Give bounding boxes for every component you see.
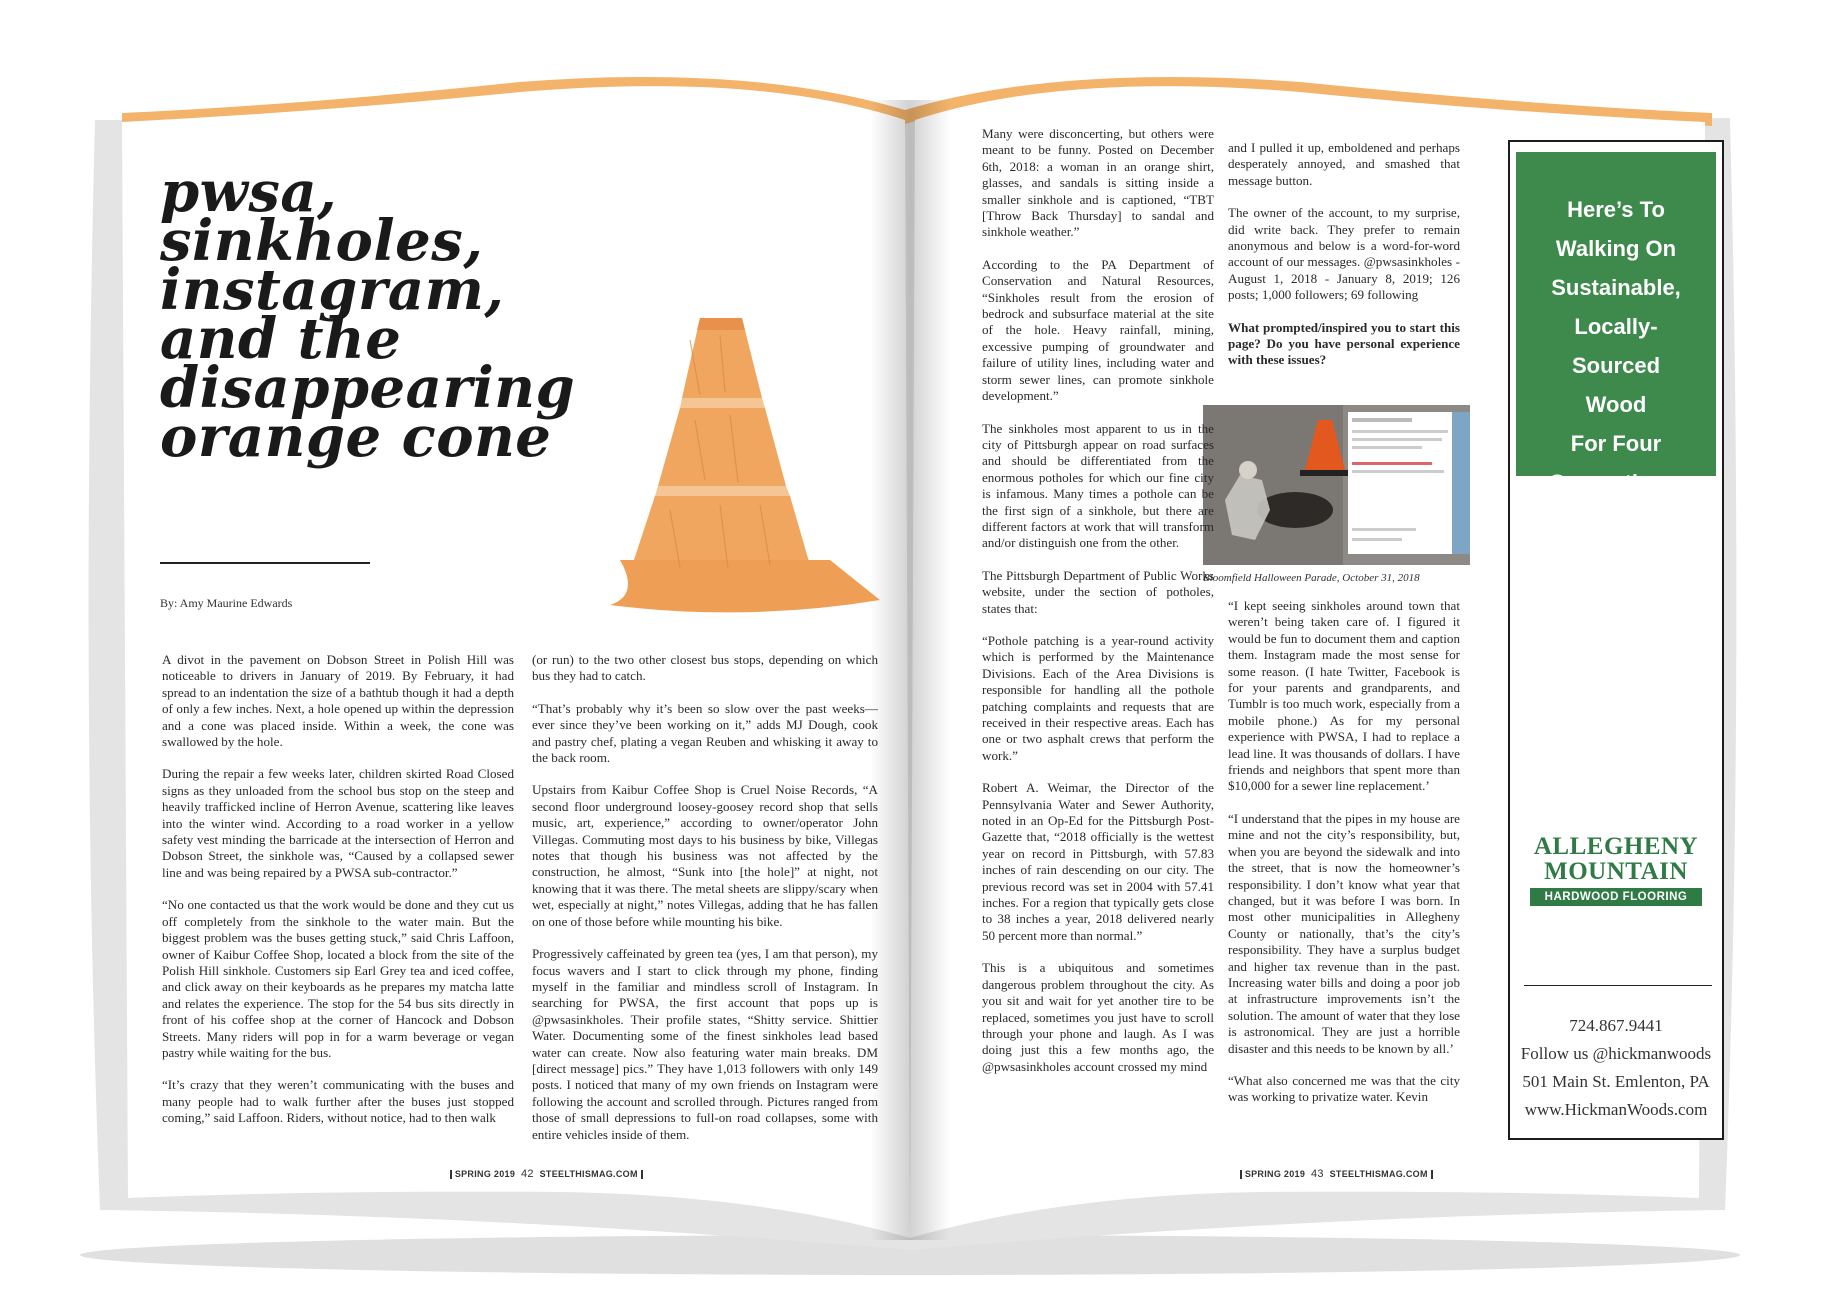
ad-headline-line: Here’s To — [1567, 197, 1665, 222]
article-column-1 — [162, 652, 514, 1143]
ad-headline-line: For Four — [1570, 431, 1662, 456]
paragraph: Progressively caffeinated by green tea (yes, I am that person), my focus wavers and I start to click through my phone, finding myself in the familiar and mindless scroll of Instagram. In searching for PWSA, the first account that pops up is @pwsasinkholes. Their profile states, “Shitty service. Shittier Water. Documenting some of the finest sinkholes lead based water can create. Now also featuring water main breaks. DM [direct message] pics.” They have 1,013 followers with only 149 posts. I noticed that many of my own friends on Instagram were following the account and scrolled through. Pictures ranged from those of small depressions to full-on road collapses, some with entire vehicles inside of them. — [532, 946, 878, 1142]
ad-website: www.HickmanWoods.com — [1524, 1100, 1708, 1119]
ad-address: 501 Main St. Emlenton, PA — [1522, 1072, 1710, 1091]
logo-name-line: ALLEGHENY — [1533, 833, 1699, 860]
article-column-2 — [532, 652, 878, 1159]
paragraph: “That’s probably why it’s been so slow over the past weeks—ever since they’ve been working on it,” adds MJ Dough, cook and pastry chef, plating a vegan Reuben and whisking it away to the back room. — [532, 700, 878, 766]
folio-site: STEELTHISMAG.COM — [539, 1169, 638, 1179]
byline: By: Amy Maurine Edwards — [160, 596, 293, 610]
title-line: disappearing — [160, 355, 576, 421]
paragraph: The Pittsburgh Department of Public Works website, under the section of potholes, states that: — [982, 567, 1214, 616]
paragraph: “I understand that the pipes in my house are mine and not the city’s responsibility, but, when you are beyond the sidewalk and into the street, that is now the homeowner’s responsibility. I don’t know what year that changed, but it was before I was born. In most other municipalities in Allegheny County or nationally, that’s the city’s responsibility. They have a surplus budget and higher tax revenue than in the past. Increasing water bills and doing a poor job at infrastructure improvements isn’t the solution. The amount of water that they lose is astronomical. They are just a horrible disaster and this needs to be known by all.’ — [1228, 810, 1460, 1056]
title-divider — [160, 562, 370, 564]
page-number: 42 — [520, 1168, 534, 1180]
advertisement — [1508, 140, 1724, 1140]
ad-contact-info — [1510, 1012, 1722, 1124]
folio-season: SPRING 2019 — [1244, 1169, 1306, 1179]
paragraph: “Pothole patching is a year-round activity which is performed by the Maintenance Divisions. Each of the Area Divisions is responsible for handling all the pothole patching complaints and requests that are received in their respective areas. Each has one or two asphalt crews that perform the work.” — [982, 632, 1214, 763]
paragraph: This is a ubiquitous and sometimes dangerous problem throughout the city. As you sit and wait for yet another tire to be replaced, sometimes you just have to scroll through your phone and laugh. As I was doing just this a few months ago, the @pwsasinkholes account crossed my mind — [982, 960, 1214, 1074]
title-line: orange cone — [160, 404, 552, 470]
folio-site: STEELTHISMAG.COM — [1329, 1169, 1428, 1179]
paragraph: “What also concerned me was that the city was working to privatize water. Kevin — [1228, 1072, 1460, 1105]
paragraph: “It’s crazy that they weren’t communicating with the buses and many people had to walk further after the buses just stopped coming,” said Laffoon. Riders, without notice, had to then walk — [162, 1077, 514, 1126]
page-folio-left — [450, 1168, 643, 1180]
title-line: pwsa, — [160, 159, 338, 225]
article-column-4-top — [1228, 140, 1460, 385]
paragraph: During the repair a few weeks later, children skirted Road Closed signs as they unloaded from the school bus stop on the steep and heavily trafficked incline of Herron Avenue, scattering like leaves into the winter wind. According to a road worker in a yellow safety vest minding the barricade at the intersection of Herron and Dobson Street, the sinkhole was, “Caused by a collapsed sewer line and was being repaired by a PWSA sub-contractor.” — [162, 766, 514, 880]
ad-headline-line: Walking On — [1555, 236, 1677, 261]
interview-question: What prompted/inspired you to start this page? Do you have personal experience with these issues? — [1228, 319, 1460, 368]
ad-headline-line: Wood — [1585, 392, 1647, 417]
ad-headline-panel — [1516, 152, 1716, 495]
folio-mark — [1240, 1170, 1242, 1179]
paragraph: A divot in the pavement on Dobson Street in Polish Hill was noticeable to drivers in January of 2019. By February, it had spread to an indentation the size of a bathtub though it had a depth of only a few inches. Next, a hole opened up within the depression and a cone was placed inside. Within a week, the cone was swallowed by the hole. — [162, 652, 514, 750]
ad-headline-line: Generations. — [1548, 470, 1684, 495]
ad-headline-line: Locally- — [1574, 314, 1658, 339]
instagram-screenshot-photo — [1203, 405, 1470, 565]
title-line: sinkholes, — [160, 208, 484, 274]
article-column-3 — [982, 126, 1214, 1091]
page-folio-right — [1240, 1168, 1433, 1180]
paragraph: The owner of the account, to my surprise, did write back. They prefer to remain anonymous and below is a word-for-word account of our messages. @pwsasinkholes - August 1, 2018 - January 8, 2019; 126 posts; 1,000 followers; 69 following — [1228, 205, 1460, 303]
ad-headline-line: Sustainable, — [1551, 275, 1681, 300]
ad-headline-line: Sourced — [1571, 353, 1661, 378]
paragraph: Upstairs from Kaibur Coffee Shop is Cruel Noise Records, “A second floor underground loosey-goosey record shop that sells music, art, experience,” according to owner/operator John Villegas. Commuting most days to his business by bike, Villegas notes that though his business was not affected by the construction, he almost, “Sunk into [the hole]” at night, not knowing that it was there. The metal sheets are slippy/scary when wet, especially at night,” notes Villegas, adding that he has fallen on one of those before while mounting his bike. — [532, 782, 878, 929]
ad-phone: 724.867.9441 — [1569, 1016, 1663, 1035]
paragraph: Many were disconcerting, but others were meant to be funny. Posted on December 6th, 2018: a woman in an orange shirt, glasses, and sandals is sitting inside a smaller sinkhole and is captioned, “TBT [Throw Back Thursday] to sandal and sinkhole weather.” — [982, 126, 1214, 240]
paragraph: According to the PA Department of Conservation and Natural Resources, “Sinkholes result from the erosion of bedrock and subsurface material at the site of the hole. Heavy rainfall, mining, excessive pumping of groundwater and failure of utility lines, including water and storm sewer lines, can promote sinkhole development.” — [982, 256, 1214, 404]
folio-season: SPRING 2019 — [454, 1169, 516, 1179]
folio-mark — [450, 1170, 452, 1179]
folio-mark — [1431, 1170, 1433, 1179]
photo-caption: Bloomfield Halloween Parade, October 31, 2018 — [1203, 572, 1420, 584]
page-number: 43 — [1310, 1168, 1324, 1180]
brand-logo — [1520, 834, 1712, 906]
paragraph: “No one contacted us that the work would be done and they cut us off completely from the sinkhole to the water main. But the biggest problem was the buses getting stuck,” said Chris Laffoon, owner of Kaibur Coffee Shop, located a block from the site of the Polish Hill sinkhole. Customers sip Earl Grey tea and iced coffee, and click away on their keyboards as he prepares my matcha latte and relates the experience. The stop for the 54 bus sits directly in front of his coffee shop at the corner of Hancock and Dobson Streets. Many riders will pop in for a warm beverage or vegan pastry while waiting for the bus. — [162, 897, 514, 1060]
folio-mark — [641, 1170, 643, 1179]
paragraph: “I kept seeing sinkholes around town that weren’t being taken care of. I figured it would be fun to document them and caption them. Instagram made the most sense for some reason. (I hate Twitter, Facebook is for your parents and grandparents, and Tumblr is too much work, especially from a mobile phone.) As for my personal experience with PWSA, I had to replace a lead line. It was thousands of dollars. I have friends and neighbors that spent more than $10,000 for a sewer line replacement.’ — [1228, 598, 1460, 794]
article-column-4-bottom — [1228, 598, 1460, 1122]
logo-name-line: MOUNTAIN — [1544, 858, 1688, 885]
title-line: and the — [160, 306, 402, 372]
gutter-shadow-right — [910, 100, 950, 1240]
paragraph: and I pulled it up, emboldened and perhaps desperately annoyed, and smashed that message button. — [1228, 140, 1460, 188]
paragraph: Robert A. Weimar, the Director of the Pennsylvania Water and Sewer Authority, noted in an Op-Ed for the Pittsburgh Post-Gazette that, “2018 officially is the wettest year on record in Pittsburgh, with 57.83 inches of rain descending on our city. The previous record was set in 2004 with 57.41 inches. For a region that typically gets close to 38 inches a year, 2018 delivered nearly 50 percent more than normal.” — [982, 780, 1214, 943]
title-line: instagram, — [160, 257, 505, 323]
ad-social: Follow us @hickmanwoods — [1520, 1044, 1712, 1063]
article-title — [160, 159, 580, 470]
paragraph: The sinkholes most apparent to us in the city of Pittsburgh appear on road surfaces and should be differentiated from the enormous potholes for which our fine city is infamous. Many times a pothole can be the first sign of a sinkhole, but there are different factors at work that will transform and/or distinguish one from the other. — [982, 420, 1214, 551]
paragraph: (or run) to the two other closest bus stops, depending on which bus they had to catch. — [532, 652, 878, 684]
ad-divider — [1524, 985, 1712, 986]
logo-tagline: HARDWOOD FLOORING — [1530, 888, 1702, 906]
